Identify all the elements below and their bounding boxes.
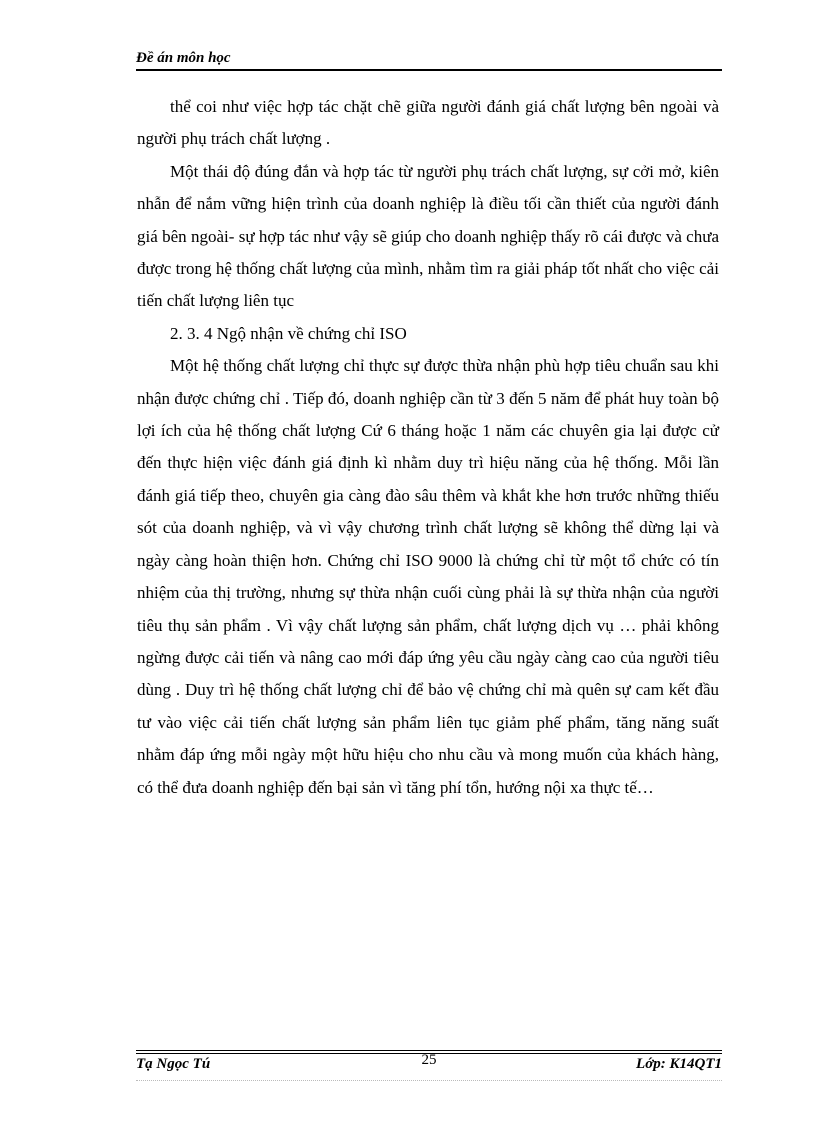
header-title: Đề án môn học bbox=[136, 50, 231, 66]
footer-dotted-line bbox=[136, 1080, 722, 1081]
page-number: 25 bbox=[421, 1052, 437, 1068]
paragraph-iso-certificate: Một hệ thống chất lượng chỉ thực sự được thừa nhận phù hợp tiêu chuẩn sau khi nhận được chứng chỉ . Tiếp đó, doanh nghiệp cần từ 3 đến 5 năm để phát huy toàn bộ lợi ích của hệ thống chất lượng Cứ 6 tháng hoặc 1 năm các chuyên gia lại được cử đến thực hiện việc đánh giá định kì nhằm duy trì hiệu năng của hệ thống. Mỗi lần đánh giá tiếp theo, chuyên gia càng đào sâu thêm và khắt khe hơn trước những thiếu sót của doanh nghiệp, và vì vậy chương trình chất lượng sẽ không thể dừng lại và ngày càng hoàn thiện hơn. Chứng chỉ ISO 9000 là chứng chỉ từ một tổ chức có tín nhiệm của thị trường, nhưng sự thừa nhận cuối cùng phải là sự thừa nhận của người tiêu thụ sản phẩm . Vì vậy chất lượng sản phẩm, chất lượng dịch vụ … phải không ngừng được cải tiến và nâng cao mới đáp ứng yêu cầu ngày càng cao của người tiêu dùng . Duy trì hệ thống chất lượng chỉ để bảo vệ chứng chỉ mà quên sự cam kết đầu tư vào việc cải tiến chất lượng sản phẩm liên tục giảm phế phẩm, tăng năng suất nhằm đáp ứng mỗi ngày một hữu hiệu cho nhu cầu và mong muốn của khách hàng, có thể đưa doanh nghiệp đến bại sản vì tăng phí tổn, hướng nội xa thực tế… bbox=[137, 356, 719, 797]
page-header bbox=[136, 47, 722, 69]
footer-class: Lớp: K14QT1 bbox=[636, 1056, 722, 1072]
header-rule bbox=[136, 69, 722, 71]
section-heading: 2. 3. 4 Ngộ nhận về chứng chỉ ISO bbox=[170, 323, 407, 343]
page-footer bbox=[136, 1050, 722, 1110]
footer-author: Tạ Ngọc Tú bbox=[136, 1056, 211, 1072]
document-body bbox=[137, 91, 719, 804]
paragraph-cooperation: Một thái độ đúng đắn và hợp tác từ người phụ trách chất lượng, sự cởi mở, kiên nhẫn để nắm vững hiện trình của doanh nghiệp là điều tối cần thiết của người đánh giá bên ngoài- sự hợp tác như vậy sẽ giúp cho doanh nghiệp thấy rõ cái được và chưa được trong hệ thống chất lượng của mình, nhằm tìm ra giải pháp tốt nhất cho việc cải tiến chất lượng liên tục bbox=[137, 161, 719, 311]
paragraph-continuation: thể coi như việc hợp tác chặt chẽ giữa người đánh giá chất lượng bên ngoài và người phụ trách chất lượng . bbox=[137, 97, 719, 149]
